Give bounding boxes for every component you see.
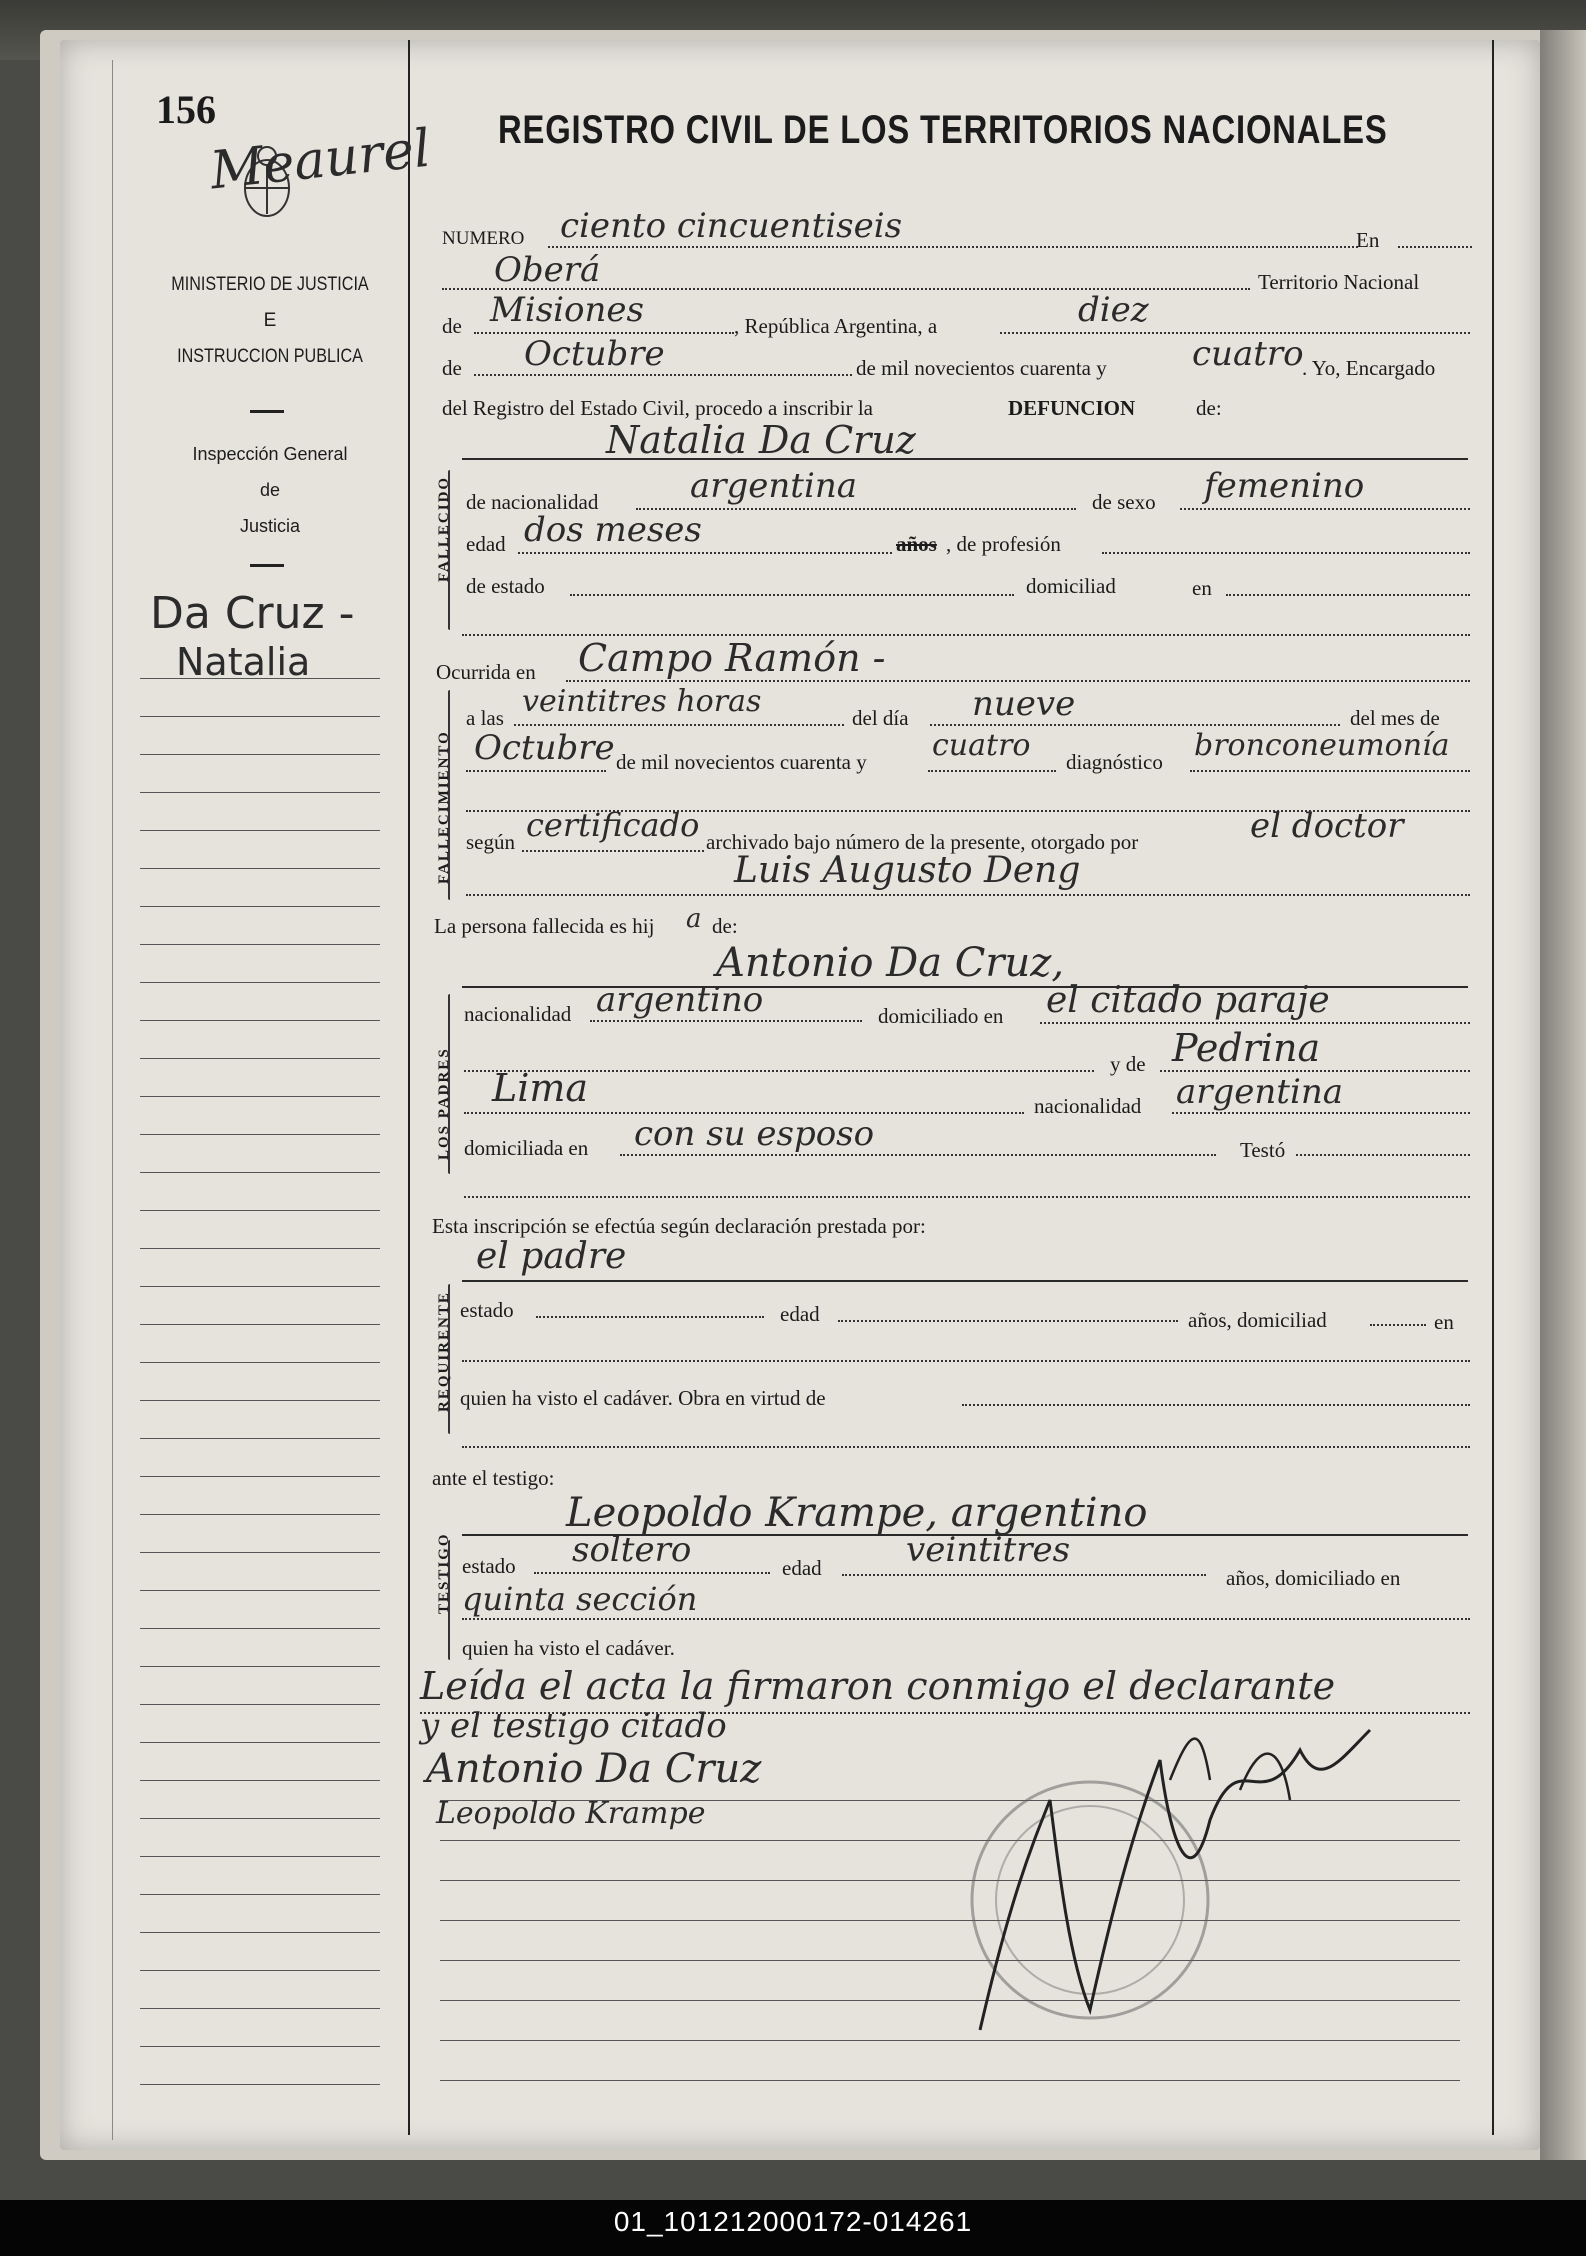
right-border [1492, 40, 1494, 2135]
ocurrida-value: Campo Ramón - [578, 636, 886, 680]
ministry-line3: INSTRUCCION PUBLICA [177, 346, 363, 367]
closing-line2: y el testigo citado [420, 1706, 727, 1746]
mother-domicile: con su esposo [634, 1114, 875, 1154]
sexo-line [1180, 508, 1470, 510]
defuncion-label: DEFUNCION [1008, 396, 1136, 420]
en-line [1398, 246, 1472, 248]
mil-label: de mil novecientos cuarenta y [856, 356, 1107, 380]
y-de-label: y de [1110, 1052, 1146, 1076]
anos-domiciliad-label: años, domiciliad [1188, 1308, 1327, 1332]
republica-label: , República Argentina, a [734, 314, 938, 338]
req-blank-line [462, 1360, 1470, 1362]
domiciliad-label: domiciliad [1026, 574, 1116, 598]
territory-value: Misiones [490, 290, 644, 330]
edad-label: edad [466, 532, 506, 556]
witness-value: Leopoldo Krampe, argentino [566, 1490, 1148, 1536]
father-domicile-line [1040, 1022, 1470, 1024]
nacionalidad-value: argentina [690, 466, 858, 506]
margin-name-line1: Da Cruz - [150, 588, 355, 639]
doctor-name: Luis Augusto Deng [734, 850, 1081, 891]
father-nationality-line [590, 1020, 862, 1022]
registro-label: del Registro del Estado Civil, procedo a inscribir la [442, 396, 873, 420]
encargado-label: . Yo, Encargado [1302, 356, 1436, 380]
en-label: En [1356, 228, 1380, 252]
page-number: 156 [156, 87, 216, 132]
segun-value: certificado [526, 806, 700, 844]
quien2-label: quien ha visto el cadáver. [462, 1636, 675, 1660]
domiciliado-label: domiciliado en [878, 1004, 1004, 1028]
death-day-line [930, 724, 1340, 726]
witness-age: veintitres [906, 1530, 1071, 1570]
father-domicile: el citado paraje [1046, 980, 1330, 1021]
adjacent-page [1540, 30, 1586, 2160]
a-las-label: a las [466, 706, 504, 730]
testo-line [1296, 1154, 1470, 1156]
req-estado-line [536, 1316, 764, 1318]
de-label: de [442, 314, 462, 338]
testigo-side-label: TESTIGO [436, 1532, 452, 1614]
page-left-rule [112, 60, 113, 2140]
del-mes-label: del mes de [1350, 706, 1440, 730]
deceased-name: Natalia Da Cruz [606, 418, 916, 462]
de-colon-2: de: [712, 914, 738, 938]
anos-domiciliado-label: años, domiciliado en [1226, 1566, 1401, 1590]
image-filename: 01_101212000172-014261 [613, 2206, 973, 2237]
nacionalidad2-label: nacionalidad [464, 1002, 572, 1026]
profesion-line [1102, 552, 1470, 554]
requirente-side-label: REQUIRENTE [436, 1291, 452, 1412]
diagnostico-line [1190, 770, 1470, 772]
req-domiciliad-line [1370, 1324, 1426, 1326]
edad3-label: edad [782, 1556, 822, 1580]
mother-last: Lima [492, 1066, 589, 1110]
death-year-value: cuatro [932, 728, 1031, 763]
mother-domicile-line [620, 1154, 1216, 1156]
hour-value: veintitres horas [522, 684, 762, 719]
numero-label: NUMERO [442, 228, 525, 249]
del-dia-label: del día [852, 706, 909, 730]
mother-nationality-line [1172, 1112, 1470, 1114]
de-colon: de: [1196, 396, 1222, 420]
witness-domicile: quinta sección [462, 1580, 698, 1618]
ocurrida-line [566, 680, 1470, 682]
ministry-line1: MINISTERIO DE JUSTICIA [171, 274, 369, 295]
padres-side-label: LOS PADRES [436, 1047, 452, 1160]
declarant-value: el padre [476, 1236, 627, 1277]
margin-name-line2: Natalia [176, 640, 311, 684]
testo-label: Testó [1240, 1138, 1286, 1162]
diagnostico-label: diagnóstico [1066, 750, 1163, 774]
nacionalidad-line [636, 508, 1076, 510]
numero-line [548, 246, 1358, 248]
declarant-line [462, 1280, 1468, 1282]
ministry-line2: E [263, 310, 277, 331]
witness-estado-line [534, 1572, 770, 1574]
death-month-line [466, 770, 606, 772]
segun-label: según [466, 830, 515, 854]
territorio-label: Territorio Nacional [1258, 270, 1420, 294]
father-name: Antonio Da Cruz, [716, 940, 1065, 986]
closing-line1: Leída el acta la firmaron conmigo el declarante [420, 1664, 1336, 1708]
diagnostico-value: bronconeumonía [1194, 728, 1450, 763]
hija-label: La persona fallecida es hij [434, 914, 655, 938]
death-month-value: Octubre [474, 728, 615, 768]
witness-estado: soltero [572, 1530, 692, 1570]
quien-label: quien ha visto el cadáver. Obra en virtud de [460, 1386, 826, 1410]
nacionalidad-label: de nacionalidad [466, 490, 599, 514]
fallecimiento-side-label: FALLECIMIENTO [436, 730, 452, 884]
official-stamp-icon [940, 1700, 1460, 2060]
deceased-name-line [462, 458, 1468, 460]
domicilio-line [1226, 594, 1470, 596]
padres-final-line [464, 1196, 1470, 1198]
req-final-line [462, 1446, 1470, 1448]
signature-leopoldo: Leopoldo Krampe [436, 1796, 706, 1831]
mother-nationality: argentina [1176, 1072, 1344, 1112]
estado-label: estado [460, 1298, 514, 1322]
anos-label: años [896, 532, 937, 556]
edad-line [518, 552, 892, 554]
nacionalidad3-label: nacionalidad [1034, 1094, 1142, 1118]
doctor-line [466, 894, 1470, 896]
de-label-2: de [442, 356, 462, 380]
hour-line [514, 724, 844, 726]
death-year-line [928, 770, 1056, 772]
witness-age-line [842, 1574, 1206, 1576]
edad-value: dos meses [524, 510, 702, 550]
numero-value: ciento cincuentiseis [560, 206, 903, 246]
doctor-value: el doctor [1250, 806, 1404, 846]
obra-line [962, 1404, 1470, 1406]
death-day-value: nueve [972, 684, 1076, 724]
profesion-label: , de profesión [946, 532, 1061, 556]
hija-suffix: a [686, 904, 702, 934]
segun-line [522, 850, 704, 852]
month-line [474, 374, 852, 376]
inspection-line1: Inspección General [192, 444, 348, 464]
month-value: Octubre [524, 334, 665, 374]
req-edad-line [838, 1320, 1178, 1322]
margin-divider [408, 40, 410, 2135]
ante-label: ante el testigo: [432, 1466, 555, 1490]
fallecido-side-label: FALLECIDO [436, 475, 452, 582]
father-nationality: argentino [596, 980, 764, 1020]
sexo-label: de sexo [1092, 490, 1156, 514]
en-label-2: en [1192, 576, 1212, 600]
year-value: cuatro [1192, 334, 1304, 374]
inspection-line3: Justicia [239, 516, 301, 536]
estado2-label: estado [462, 1554, 516, 1578]
mother-first: Pedrina [1172, 1026, 1321, 1070]
inspection-line2: de [259, 480, 281, 500]
page-title: REGISTRO CIVIL DE LOS TERRITORIOS NACIONALES [498, 108, 1388, 152]
de-estado-label: de estado [466, 574, 545, 598]
divider-dash-2 [250, 564, 284, 567]
divider-dash [250, 410, 284, 413]
top-signature: Meaurel [207, 118, 434, 202]
en-label-3: en [1434, 1310, 1454, 1334]
sexo-value: femenino [1204, 466, 1365, 506]
place-value: Oberá [494, 250, 601, 290]
estado-line [570, 594, 1014, 596]
esta-inscripcion-label: Esta inscripción se efectúa según declaración prestada por: [432, 1214, 926, 1238]
day-value: diez [1078, 290, 1149, 330]
ocurrida-label: Ocurrida en [436, 660, 536, 684]
domiciliada-label: domiciliada en [464, 1136, 589, 1160]
mil2-label: de mil novecientos cuarenta y [616, 750, 867, 774]
edad2-label: edad [780, 1302, 820, 1326]
witness-domicile-line [462, 1618, 1470, 1620]
signature-antonio: Antonio Da Cruz [426, 1746, 762, 1792]
archivado-label: archivado bajo número de la presente, otorgado por [706, 830, 1139, 854]
